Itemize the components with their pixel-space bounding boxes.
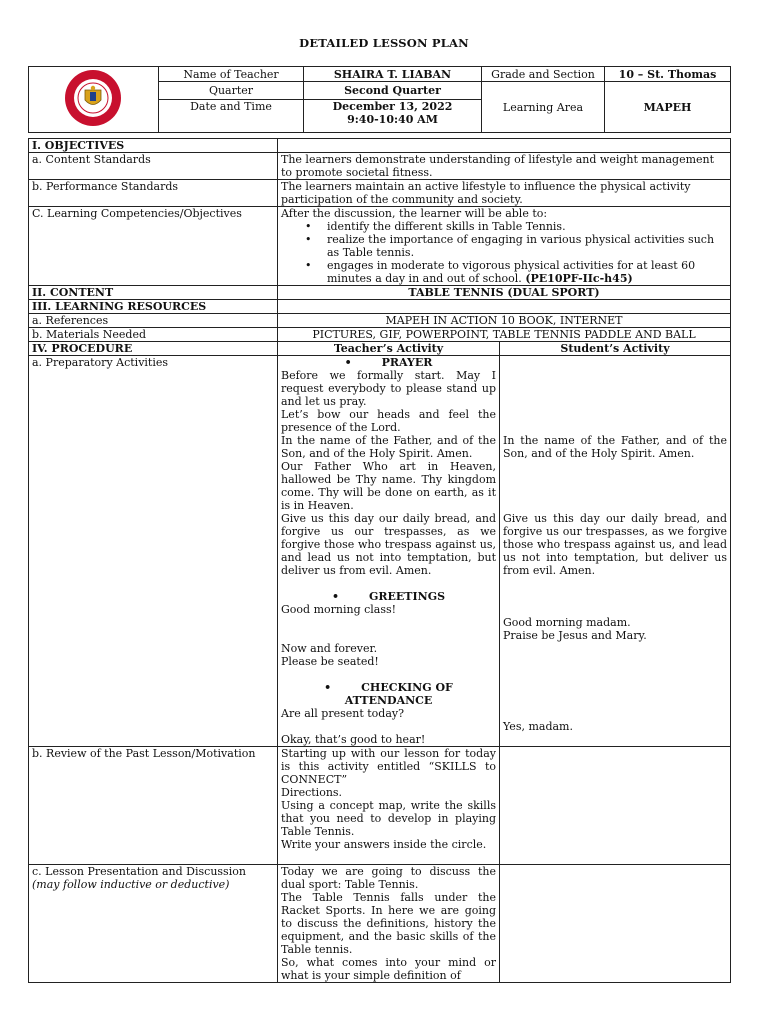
- resources-heading: III. LEARNING RESOURCES: [29, 300, 278, 314]
- grade-value: 10 – St. Thomas: [605, 67, 731, 82]
- competencies-list: [281, 220, 727, 285]
- teacher-greet-3: Please be seated!: [281, 655, 379, 668]
- date-label: Date and Time: [159, 100, 304, 133]
- teacher-activity-header: Teacher’s Activity: [278, 342, 500, 356]
- teacher-att-2: Okay, that’s good to hear!: [281, 733, 426, 746]
- content-heading: II. CONTENT: [29, 286, 278, 300]
- school-logo-icon: [29, 67, 158, 129]
- teacher-att-1: Are all present today?: [281, 707, 405, 720]
- date-value: December 13, 2022: [332, 100, 453, 113]
- procedure-heading: IV. PROCEDURE: [29, 342, 278, 356]
- competencies-intro: After the discussion, the learner will be able to:: [281, 207, 548, 220]
- content-standards-label: a. Content Standards: [29, 153, 278, 180]
- teacher-review-1: Starting up with our lesson for today is this activity entitled “SKILLS to CONNECT”: [281, 747, 496, 786]
- content-value: TABLE TENNIS (DUAL SPORT): [278, 286, 731, 300]
- competency-code: (PE10PF-IIc-h45): [525, 272, 633, 285]
- teacher-prayer-2: Let’s bow our heads and feel the presence of the Lord.: [281, 408, 496, 434]
- teacher-review-2: Directions.: [281, 786, 343, 799]
- teacher-preparatory-cell: [278, 356, 500, 747]
- competencies-cell: [278, 207, 731, 286]
- teacher-greet-2: Now and forever.: [281, 642, 378, 655]
- student-greet-2: Praise be Jesus and Mary.: [503, 629, 647, 642]
- teacher-lesson-cell: [278, 865, 500, 983]
- student-preparatory-cell: [500, 356, 731, 747]
- teacher-prayer-5: Give us this day our daily bread, and forgive us our trespasses, as we forgive those who trespass against us, and lead us not into temptation, but deliver us from evil. Amen.: [281, 512, 496, 577]
- review-label: b. Review of the Past Lesson/Motivation: [29, 747, 278, 865]
- references-label: a. References: [29, 314, 278, 328]
- quarter-value: Second Quarter: [304, 82, 482, 100]
- list-item: • identify the different skills in Table Tennis.: [327, 220, 727, 233]
- area-label: Learning Area: [482, 82, 605, 133]
- list-item: • engages in moderate to vigorous physical activities for at least 60 minutes a day in and out of school. (PE10PF-IIc-h45): [327, 259, 727, 285]
- lesson-label-cell: [29, 865, 278, 983]
- time-value: 9:40-10:40 AM: [347, 113, 438, 126]
- header-table: [28, 66, 731, 133]
- student-prayer-2: Give us this day our daily bread, and forgive us our trespasses, as we forgive those who trespass against us, and lead us not into temptation, but deliver us from evil. Amen.: [503, 512, 727, 577]
- student-prayer-1: In the name of the Father, and of the Son, and of the Holy Spirit. Amen.: [503, 434, 727, 460]
- student-greet-1: Good morning madam.: [503, 616, 631, 629]
- teacher-lesson-1: Today we are going to discuss the dual sport: Table Tennis.: [281, 865, 496, 891]
- teacher-prayer-3: In the name of the Father, and of the Son, and of the Holy Spirit. Amen.: [281, 434, 496, 460]
- content-standards-text: The learners demonstrate understanding of lifestyle and weight management to promote societal fitness.: [278, 153, 731, 180]
- teacher-lesson-3: So, what comes into your mind or what is your simple definition of: [281, 956, 496, 982]
- teacher-label: Name of Teacher: [159, 67, 304, 82]
- school-logo-cell: [29, 67, 159, 133]
- area-value: MAPEH: [605, 82, 731, 133]
- lesson-sublabel: (may follow inductive or deductive): [32, 878, 230, 891]
- materials-value: PICTURES, GIF, POWERPOINT, TABLE TENNIS PADDLE AND BALL: [278, 328, 731, 342]
- lesson-plan-table: [28, 138, 731, 983]
- teacher-value: SHAIRA T. LIABAN: [304, 67, 482, 82]
- objectives-heading: I. OBJECTIVES: [29, 139, 278, 153]
- competencies-label: C. Learning Competencies/Objectives: [29, 207, 278, 286]
- student-activity-header: Student’s Activity: [500, 342, 731, 356]
- teacher-review-cell: [278, 747, 500, 865]
- quarter-label: Quarter: [159, 82, 304, 100]
- preparatory-label: a. Preparatory Activities: [29, 356, 278, 747]
- teacher-lesson-2: The Table Tennis falls under the Racket Sports. In here we are going to discuss the definitions, history the equipment, and the basic skills of the Table tennis.: [281, 891, 496, 956]
- teacher-prayer-1: Before we formally start. May I request everybody to please stand up and let us pray.: [281, 369, 496, 408]
- lesson-label: c. Lesson Presentation and Discussion: [32, 865, 246, 878]
- prayer-heading: • PRAYER: [344, 356, 433, 369]
- document-title: DETAILED LESSON PLAN: [299, 36, 469, 50]
- teacher-greet-1: Good morning class!: [281, 603, 397, 616]
- performance-standards-text: The learners maintain an active lifestyle to influence the physical activity participation of the community and society.: [278, 180, 731, 207]
- student-att-1: Yes, madam.: [503, 720, 573, 733]
- teacher-review-3: Using a concept map, write the skills that you need to develop in playing Table Tennis.: [281, 799, 496, 838]
- greetings-heading: • GREETINGS: [331, 590, 446, 603]
- performance-standards-label: b. Performance Standards: [29, 180, 278, 207]
- references-value: MAPEH IN ACTION 10 BOOK, INTERNET: [278, 314, 731, 328]
- materials-label: b. Materials Needed: [29, 328, 278, 342]
- date-time-value: [304, 100, 482, 133]
- attendance-heading: • CHECKING OF ATTENDANCE: [324, 681, 453, 707]
- teacher-prayer-4: Our Father Who art in Heaven, hallowed be Thy name. Thy kingdom come. Thy will be done on earth, as it is in Heaven.: [281, 460, 496, 512]
- teacher-review-4: Write your answers inside the circle.: [281, 838, 487, 851]
- list-item: • realize the importance of engaging in various physical activities such as Table tennis.: [327, 233, 727, 259]
- grade-label: Grade and Section: [482, 67, 605, 82]
